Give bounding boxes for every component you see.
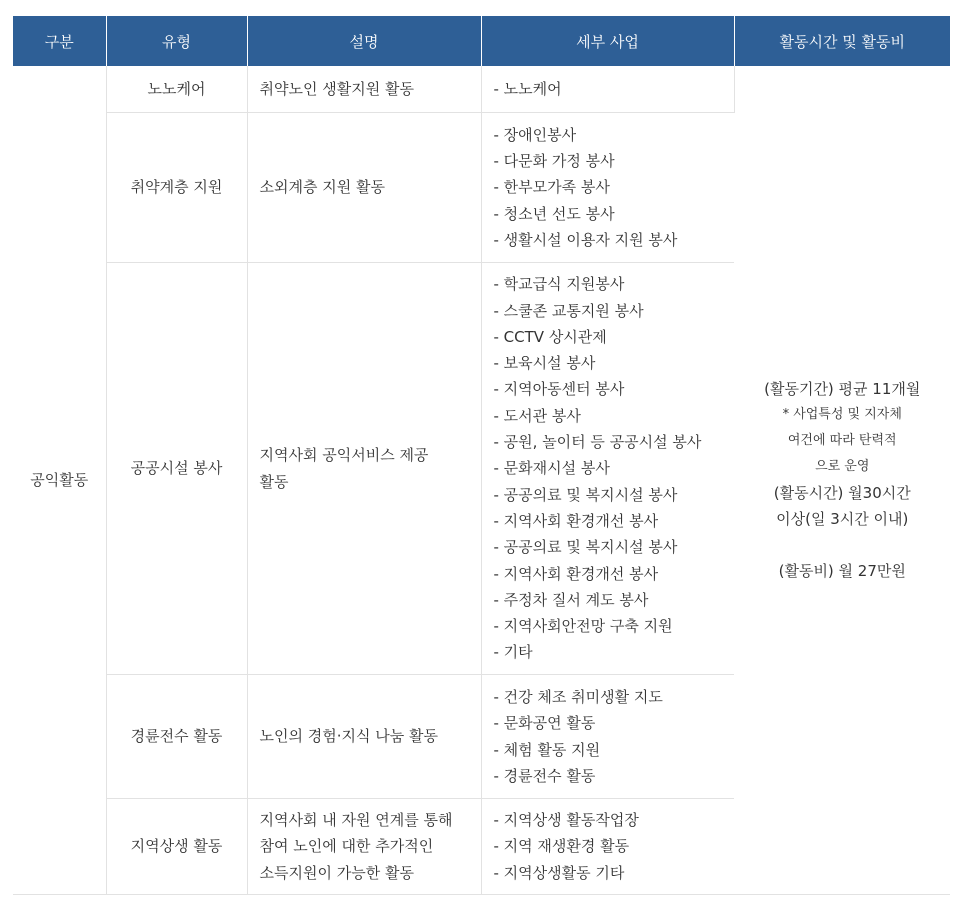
activity-hours-line: (활동시간) 월30시간 (773, 484, 911, 502)
detail-item: - 노노케어 (493, 79, 562, 98)
details-cell (481, 675, 734, 799)
description-line: 소득지원이 가능한 활동 (259, 863, 414, 882)
description-cell (247, 113, 481, 263)
description-cell (247, 799, 481, 895)
header-category: 구분 (13, 16, 106, 66)
description-line: 지역사회 공익서비스 제공 (259, 446, 429, 465)
description-cell (247, 66, 481, 113)
detail-item: - 기타 (493, 643, 533, 662)
detail-item: - CCTV 상시관제 (493, 327, 607, 346)
detail-item: - 보육시설 봉사 (493, 354, 596, 373)
detail-item: - 생활시설 이용자 지원 봉사 (493, 230, 678, 249)
details-cell (481, 113, 734, 263)
table-body (13, 66, 950, 895)
description-line: 지역사회 내 자원 연계를 통해 (259, 811, 453, 830)
detail-item: - 장애인봉사 (493, 125, 577, 144)
description-line: 활동 (259, 472, 289, 491)
activity-note-line: 여건에 따라 탄력적 (787, 433, 897, 448)
program-table (13, 16, 950, 895)
type-cell: 노노케어 (106, 66, 247, 113)
detail-item: - 지역 재생환경 활동 (493, 837, 630, 856)
table-row (13, 66, 950, 113)
detail-item: - 공공의료 및 복지시설 봉사 (493, 538, 678, 557)
detail-item: - 체험 활동 지원 (493, 740, 601, 759)
detail-item: - 학교급식 지원봉사 (493, 275, 625, 294)
detail-item: - 문화공연 활동 (493, 714, 596, 733)
detail-item: - 다문화 가정 봉사 (493, 152, 615, 171)
activity-pay: (활동비) 월 27만원 (778, 562, 906, 580)
header-activity-info: 활동시간 및 활동비 (734, 16, 950, 66)
activity-info-cell (734, 66, 950, 895)
header-details: 세부 사업 (481, 16, 734, 66)
detail-item: - 지역상생 활동작업장 (493, 811, 639, 830)
type-cell: 공공시설 봉사 (106, 263, 247, 675)
detail-item: - 건강 체조 취미생활 지도 (493, 687, 663, 706)
detail-item: - 한부모가족 봉사 (493, 178, 610, 197)
spacer (747, 532, 939, 558)
detail-item: - 공원, 놀이터 등 공공시설 봉사 (493, 433, 702, 452)
detail-item: - 도서관 봉사 (493, 406, 581, 425)
detail-item: - 지역아동센터 봉사 (493, 380, 625, 399)
type-cell: 경륜전수 활동 (106, 675, 247, 799)
activity-period: (활동기간) 평균 11개월 (764, 380, 921, 398)
description-line: 소외계층 지원 활동 (259, 178, 385, 197)
details-cell (481, 66, 734, 113)
type-cell: 지역상생 활동 (106, 799, 247, 895)
activity-hours-line: 이상(일 3시간 이내) (776, 510, 909, 528)
detail-item: - 문화재시설 봉사 (493, 459, 610, 478)
detail-item: - 지역사회안전망 구축 지원 (493, 617, 673, 636)
activity-note-line: 으로 운영 (815, 459, 870, 474)
description-cell (247, 675, 481, 799)
detail-item: - 지역사회 환경개선 봉사 (493, 564, 659, 583)
details-cell (481, 799, 734, 895)
detail-item: - 공공의료 및 복지시설 봉사 (493, 485, 678, 504)
table-header (13, 16, 950, 66)
description-line: 참여 노인에 대한 추가적인 (259, 837, 434, 856)
detail-item: - 스쿨존 교통지원 봉사 (493, 301, 644, 320)
detail-item: - 지역사회 환경개선 봉사 (493, 511, 659, 530)
detail-item: - 청소년 선도 봉사 (493, 204, 615, 223)
type-cell: 취약계층 지원 (106, 113, 247, 263)
category-cell: 공익활동 (13, 66, 106, 895)
detail-item: - 지역상생활동 기타 (493, 863, 625, 882)
description-line: 노인의 경험·지식 나눔 활동 (259, 727, 438, 746)
detail-item: - 주정차 질서 계도 봉사 (493, 590, 649, 609)
header-type: 유형 (106, 16, 247, 66)
detail-item: - 경륜전수 활동 (493, 766, 596, 785)
activity-note-line: * 사업특성 및 지자체 (782, 407, 902, 422)
header-description: 설명 (247, 16, 481, 66)
description-cell (247, 263, 481, 675)
program-table-container (13, 16, 950, 895)
description-line: 취약노인 생활지원 활동 (259, 79, 414, 98)
details-cell (481, 263, 734, 675)
